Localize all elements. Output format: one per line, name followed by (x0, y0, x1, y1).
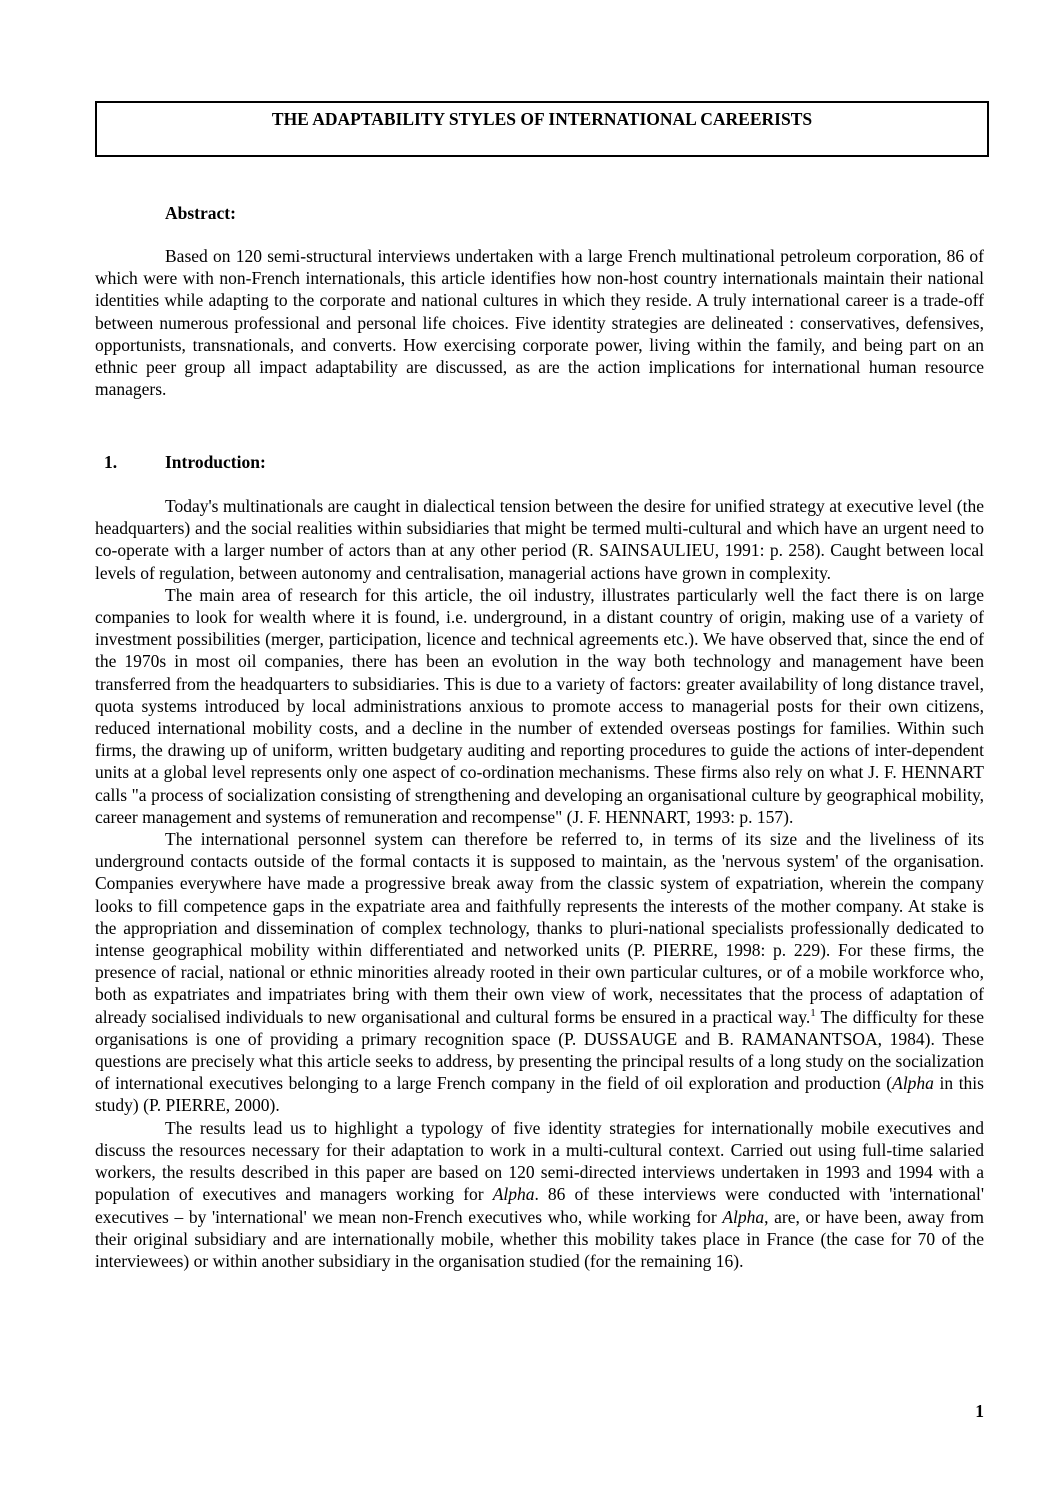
abstract-body (95, 245, 984, 400)
document-title: THE ADAPTABILITY STYLES OF INTERNATIONAL CAREERISTS (271, 109, 813, 129)
paragraph-text: The difficulty for these organisations is one of providing a primary recognition space (P. DUSSAUGE and B. RAMANANTSOA, 1984). These questions are precisely what this article seeks to address, by presenting the principal results of a long study on the socialization of international executives belonging to a large French company in the field of oil exploration and production ( (95, 1006, 985, 1094)
intro-paragraph-2: The main area of research for this article, the oil industry, illustrates particularly well the fact there is on large companies to look for wealth where it is found, i.e. underground, in a distant country of origin, making use of a variety of investment possibilities (merger, participation, licence and technical agreements etc.). We have observed that, since the end of the 1970s in most oil companies, there has been an evolution in the way both technology and management have been transferred from the headquarters to subsidiaries. This is due to a variety of factors: greater availability of long distance travel, quota systems introduced by local administrations anxious to promote access to managerial posts for their own citizens, reduced international mobility costs, and a decline in the number of extended overseas postings for families. Within such firms, the drawing up of uniform, written budgetary auditing and reporting procedures to guide the actions of inter-dependent units at a global level represents only one aspect of co-ordination mechanisms. These firms also rely on what J. F. HENNART calls "a process of socialization consisting of strengthening and developing an organisational culture by geographical mobility, career management and systems of remuneration and recompense" (J. F. HENNART, 1993: p. 157). (95, 584, 984, 827)
italic-term: Alpha (492, 1184, 535, 1205)
introduction-heading: Introduction: (165, 452, 266, 472)
italic-term: Alpha (722, 1206, 765, 1227)
abstract-paragraph: Based on 120 semi-structural interviews undertaken with a large French multinational petroleum corporation, 86 of which were with non-French internationals, this article identifies how non-host country internationals maintain their national identities while adapting to the corporate and national cultures in which they reside. A truly international career is a trade-off between numerous professional and personal life choices. Five identity strategies are delineated : conservatives, defensives, opportunists, transnationals, and converts. How exercising corporate power, living within the family, and being part on an ethnic peer group all impact adaptability are discussed, as are the action implications for international human resource managers. (95, 246, 984, 400)
paragraph-text: in this study) (P. PIERRE, 2000). (95, 1073, 984, 1116)
intro-paragraph-4 (95, 1117, 984, 1272)
paragraph-text: The results lead us to highlight a typology of five identity strategies for internationally mobile executives and discuss the resources necessary for their adaptation to work in a multi-cultural context. Carried out using full-time salaried workers, the results described in this paper are based on 120 semi-directed interviews undertaken in 1993 and 1994 with a population of executives and managers working for (95, 1117, 984, 1205)
paragraph-text: The international personnel system can therefore be referred to, in terms of its size and the liveliness of its underground contacts outside of the formal contacts it is supposed to maintain, as the 'nervous system' of the organisation. Companies everywhere have made a progressive break away from the classic system of expatriation, wherein the company looks to fill competence gaps in the expatriate area and faithfully represents the interests of the mother company. At stake is the appropriation and dissemination of complex technology, thanks to pluri-national specialists professionally dedicated to intense geographical mobility within differentiated and networked units (P. PIERRE, 1998: p. 229). For these firms, the presence of racial, national or ethnic minorities already rooted in their own particular cultures, or of a mobile workforce who, both as expatriates and impatriates bring with them their own view of work, necessitates that the process of adaptation of already socialised individuals to new organisational and cultural forms be ensured in a practical way. (95, 829, 984, 1027)
page-number: 1 (975, 1401, 984, 1421)
abstract-heading: Abstract: (165, 203, 236, 223)
footnote-marker[interactable]: 1 (810, 1006, 816, 1019)
intro-paragraph-1: Today's multinationals are caught in dialectical tension between the desire for unified strategy at executive level (the headquarters) and the social realities within subsidiaries that might be termed multi-cultural and which have an urgent need to co-operate with a larger number of actors than at any other period (R. SAINSAULIEU, 1991: p. 258). Caught between local levels of regulation, between autonomy and centralisation, managerial actions have grown in complexity. (95, 496, 984, 583)
introduction-body (95, 495, 984, 1272)
title-box (95, 101, 989, 157)
paragraph-text: , are, or have been, away from their original subsidiary and are internationally mobile, whether this mobility takes place in France (the case for 70 of the interviewees) or within another subsidiary in the organisation studied (for the remaining 16). (95, 1206, 984, 1271)
section-number: 1. (104, 452, 118, 472)
intro-paragraph-3 (95, 828, 984, 1117)
italic-term: Alpha (892, 1073, 934, 1094)
paragraph-text: . 86 of these interviews were conducted with 'international' executives – by 'international' we mean non-French executives who, while working for (95, 1184, 984, 1227)
